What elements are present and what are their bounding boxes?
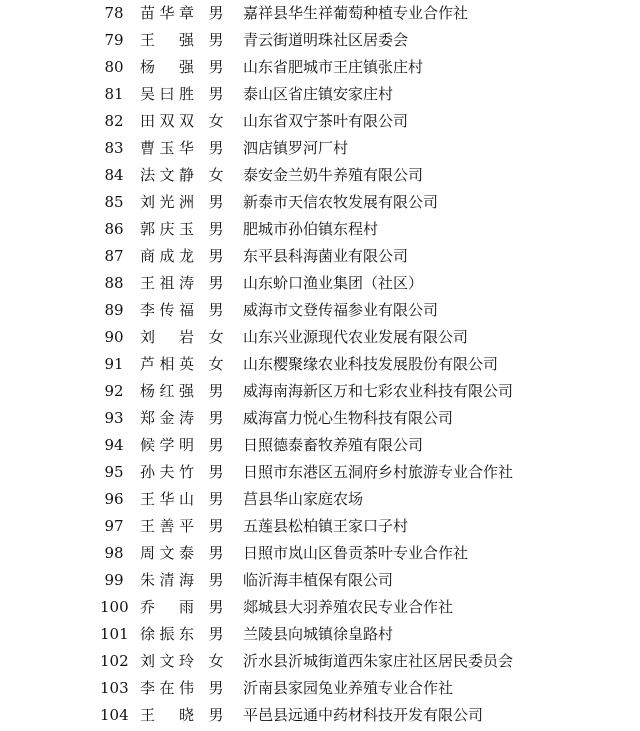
person-gender: 男 (208, 247, 224, 265)
organization-name: 郯城县大羽养殖农民专业合作社 (243, 598, 454, 616)
row-number: 102 (100, 652, 129, 670)
row-number: 91 (104, 355, 124, 373)
person-gender: 男 (208, 4, 224, 22)
list-row (0, 513, 640, 540)
organization-name: 日照市岚山区鲁贡茶叶专业合作社 (243, 544, 469, 562)
person-gender: 男 (208, 301, 224, 319)
organization-name: 威海市文登传福参业有限公司 (243, 301, 439, 319)
row-number: 98 (104, 544, 124, 562)
person-gender: 男 (208, 220, 224, 238)
person-gender: 女 (208, 652, 224, 670)
organization-name: 山东蚧口渔业集团（社区） (243, 274, 424, 292)
row-number: 100 (100, 598, 129, 616)
person-gender: 男 (208, 436, 224, 454)
organization-name: 嘉祥县华生祥葡萄种植专业合作社 (243, 4, 469, 22)
list-row (0, 648, 640, 675)
list-row (0, 594, 640, 621)
person-name: 李在伟 (140, 679, 194, 697)
person-gender: 男 (208, 517, 224, 535)
person-name: 商成龙 (140, 247, 194, 265)
organization-name: 泰山区省庄镇安家庄村 (243, 85, 394, 103)
row-number: 88 (104, 274, 124, 292)
list-row (0, 567, 640, 594)
person-gender: 男 (208, 625, 224, 643)
row-number: 82 (104, 112, 124, 130)
person-gender: 男 (208, 571, 224, 589)
list-row (0, 189, 640, 216)
organization-name: 平邑县远通中药材科技开发有限公司 (243, 706, 484, 724)
list-row (0, 378, 640, 405)
person-name: 刘岩 (140, 328, 194, 346)
person-name: 曹玉华 (140, 139, 194, 157)
person-gender: 女 (208, 166, 224, 184)
list-row (0, 162, 640, 189)
person-gender: 女 (208, 355, 224, 373)
person-name: 王祖涛 (140, 274, 194, 292)
row-number: 84 (104, 166, 124, 184)
person-gender: 男 (208, 409, 224, 427)
person-name: 乔雨 (140, 598, 194, 616)
row-number: 104 (100, 706, 129, 724)
organization-name: 临沂海丰植保有限公司 (243, 571, 394, 589)
person-name: 郭庆玉 (140, 220, 194, 238)
list-row (0, 432, 640, 459)
list-row (0, 540, 640, 567)
list-row (0, 324, 640, 351)
row-number: 81 (104, 85, 124, 103)
organization-name: 兰陵县向城镇徐皇路村 (243, 625, 394, 643)
list-row (0, 81, 640, 108)
row-number: 79 (104, 31, 124, 49)
person-name: 田双双 (140, 112, 194, 130)
list-row (0, 675, 640, 702)
row-number: 96 (104, 490, 124, 508)
organization-name: 日照市东港区五洞府乡村旅游专业合作社 (243, 463, 514, 481)
person-gender: 男 (208, 193, 224, 211)
person-gender: 男 (208, 706, 224, 724)
person-gender: 女 (208, 112, 224, 130)
row-number: 87 (104, 247, 124, 265)
person-gender: 女 (208, 328, 224, 346)
person-name: 朱清海 (140, 571, 194, 589)
organization-name: 山东省双宁茶叶有限公司 (243, 112, 409, 130)
person-name: 刘光洲 (140, 193, 194, 211)
person-gender: 男 (208, 544, 224, 562)
person-gender: 男 (208, 139, 224, 157)
organization-name: 威海南海新区万和七彩农业科技有限公司 (243, 382, 514, 400)
organization-name: 新泰市天信农牧发展有限公司 (243, 193, 439, 211)
row-number: 93 (104, 409, 124, 427)
row-number: 78 (104, 4, 124, 22)
list-row (0, 0, 640, 27)
list-row (0, 27, 640, 54)
row-number: 101 (100, 625, 129, 643)
list-row (0, 243, 640, 270)
organization-name: 山东兴业源现代农业发展有限公司 (243, 328, 469, 346)
row-number: 80 (104, 58, 124, 76)
list-row (0, 621, 640, 648)
person-name: 孙夫竹 (140, 463, 194, 481)
organization-name: 莒县华山家庭农场 (243, 490, 364, 508)
person-gender: 男 (208, 382, 224, 400)
row-number: 95 (104, 463, 124, 481)
row-number: 86 (104, 220, 124, 238)
list-row (0, 702, 640, 729)
row-number: 97 (104, 517, 124, 535)
person-name: 王善平 (140, 517, 194, 535)
person-name: 刘文玲 (140, 652, 194, 670)
person-gender: 男 (208, 490, 224, 508)
person-gender: 男 (208, 58, 224, 76)
row-number: 90 (104, 328, 124, 346)
organization-name: 威海富力悦心生物科技有限公司 (243, 409, 454, 427)
person-gender: 男 (208, 85, 224, 103)
person-gender: 男 (208, 274, 224, 292)
list-row (0, 54, 640, 81)
row-number: 85 (104, 193, 124, 211)
list-row (0, 108, 640, 135)
person-name: 苗华章 (140, 4, 194, 22)
list-row (0, 216, 640, 243)
person-name: 王晓 (140, 706, 194, 724)
person-name: 杨强 (140, 58, 194, 76)
row-number: 99 (104, 571, 124, 589)
person-gender: 男 (208, 31, 224, 49)
person-name: 吴曰胜 (140, 85, 194, 103)
person-name: 芦相英 (140, 355, 194, 373)
person-name: 杨红强 (140, 382, 194, 400)
list-row (0, 297, 640, 324)
organization-name: 山东省肥城市王庄镇张庄村 (243, 58, 424, 76)
list-row (0, 486, 640, 513)
organization-name: 五莲县松柏镇王家口子村 (243, 517, 409, 535)
person-name: 徐振东 (140, 625, 194, 643)
list-row (0, 135, 640, 162)
person-gender: 男 (208, 598, 224, 616)
row-number: 89 (104, 301, 124, 319)
organization-name: 沂南县家园兔业养殖专业合作社 (243, 679, 454, 697)
organization-name: 东平县科海菌业有限公司 (243, 247, 409, 265)
row-number: 94 (104, 436, 124, 454)
organization-name: 肥城市孙伯镇东程村 (243, 220, 379, 238)
person-name: 周文泰 (140, 544, 194, 562)
person-gender: 男 (208, 679, 224, 697)
organization-name: 山东樱聚缘农业科技发展股份有限公司 (243, 355, 499, 373)
organization-name: 青云街道明珠社区居委会 (243, 31, 409, 49)
list-row (0, 459, 640, 486)
person-name: 王强 (140, 31, 194, 49)
list-row (0, 351, 640, 378)
row-number: 83 (104, 139, 124, 157)
person-name: 法文静 (140, 166, 194, 184)
organization-name: 泰安金兰奶牛养殖有限公司 (243, 166, 424, 184)
organization-name: 泗店镇罗河厂村 (243, 139, 349, 157)
person-name: 郑金涛 (140, 409, 194, 427)
row-number: 103 (100, 679, 129, 697)
person-name: 候学明 (140, 436, 194, 454)
organization-name: 日照德泰畜牧养殖有限公司 (243, 436, 424, 454)
person-gender: 男 (208, 463, 224, 481)
list-row (0, 405, 640, 432)
row-number: 92 (104, 382, 124, 400)
person-name: 王华山 (140, 490, 194, 508)
organization-name: 沂水县沂城街道西朱家庄社区居民委员会 (243, 652, 514, 670)
person-name: 李传福 (140, 301, 194, 319)
list-row (0, 270, 640, 297)
